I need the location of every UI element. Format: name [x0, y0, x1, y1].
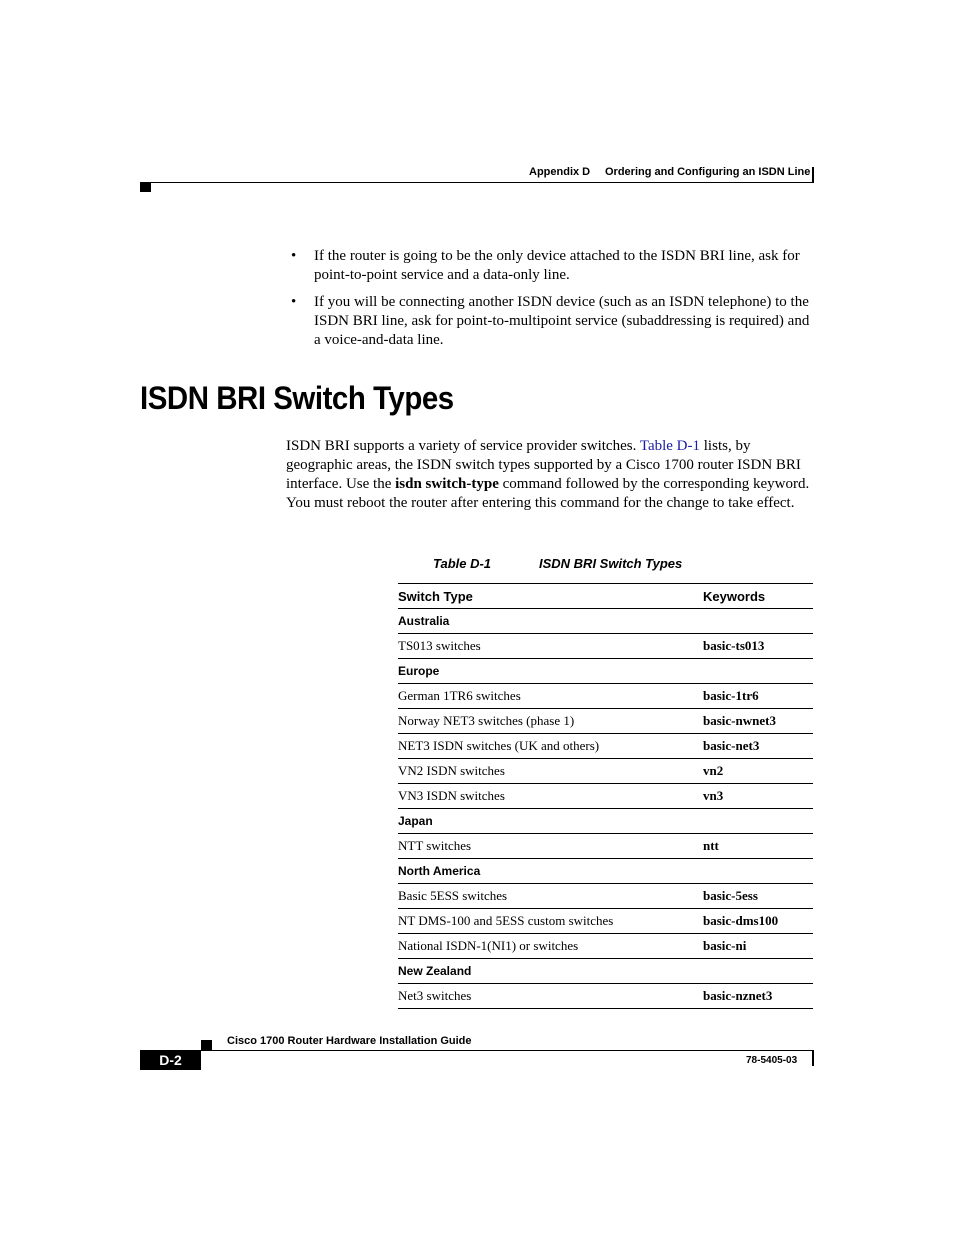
region-row-new-zealand: [398, 959, 813, 984]
table-row: [398, 909, 813, 934]
footer-rule: [201, 1050, 814, 1051]
keyword-cell: basic-net3: [703, 734, 813, 759]
column-header-keywords: Keywords: [703, 584, 813, 609]
intro-text-3: command followed by the corresponding keyword. You must reboot the router after entering this command for the change to take effect.: [286, 476, 810, 511]
region-row-north-america: [398, 859, 813, 884]
region-row-japan: [398, 809, 813, 834]
region-label: Europe: [398, 659, 813, 684]
keyword-cell: basic-1tr6: [703, 684, 813, 709]
document-number: 78-5405-03: [746, 1055, 798, 1066]
switch-type-cell: Net3 switches: [398, 984, 703, 1009]
footer-tick-mark: [812, 1050, 814, 1066]
switch-type-cell: NET3 ISDN switches (UK and others): [398, 734, 703, 759]
bullet-text: If the router is going to be the only device attached to the ISDN BRI line, ask for point-to-point service and a data-only line.: [314, 248, 800, 283]
keyword-cell: vn2: [703, 759, 813, 784]
table-row: [398, 684, 813, 709]
keyword-cell: basic-ni: [703, 934, 813, 959]
footer-guide-title: Cisco 1700 Router Hardware Installation Guide: [227, 1035, 472, 1047]
keyword-cell: basic-ts013: [703, 634, 813, 659]
intro-paragraph: [286, 437, 814, 513]
table-row: [398, 634, 813, 659]
switch-type-cell: VN3 ISDN switches: [398, 784, 703, 809]
switch-type-cell: NT DMS-100 and 5ESS custom switches: [398, 909, 703, 934]
header-block-marker: [140, 182, 151, 192]
table-row: [398, 984, 813, 1009]
region-label: Australia: [398, 609, 813, 634]
table-row: [398, 834, 813, 859]
switch-type-cell: TS013 switches: [398, 634, 703, 659]
region-row-europe: [398, 659, 813, 684]
switch-type-cell: VN2 ISDN switches: [398, 759, 703, 784]
region-label: North America: [398, 859, 813, 884]
bullet-icon: •: [291, 248, 297, 264]
region-row-australia: [398, 609, 813, 634]
running-header-title: Ordering and Configuring an ISDN Line: [605, 166, 811, 178]
intro-text-1: ISDN BRI supports a variety of service provider switches.: [286, 438, 640, 454]
bullet-icon: •: [291, 294, 297, 310]
table-caption-title: ISDN BRI Switch Types: [539, 556, 683, 571]
intro-text-2: lists, by geographic areas, the ISDN switch types supported by a Cisco 1700 router ISDN BRI interface. Use the: [286, 438, 801, 492]
switch-type-cell: National ISDN-1(NI1) or switches: [398, 934, 703, 959]
keyword-cell: vn3: [703, 784, 813, 809]
header-rule: [140, 182, 814, 183]
page-number-badge: D-2: [140, 1050, 201, 1070]
region-label: New Zealand: [398, 959, 813, 984]
table-row: [398, 784, 813, 809]
running-header-appendix: Appendix D: [529, 166, 591, 178]
keyword-cell: basic-nwnet3: [703, 709, 813, 734]
table-caption-number: Table D-1: [433, 556, 492, 571]
bullet-item: [289, 293, 813, 350]
switch-types-table: [398, 583, 813, 1009]
table-cross-reference-link[interactable]: Table D-1: [639, 438, 701, 454]
table-row: [398, 734, 813, 759]
switch-type-cell: NTT switches: [398, 834, 703, 859]
keyword-cell: ntt: [703, 834, 813, 859]
keyword-cell: basic-5ess: [703, 884, 813, 909]
bullet-item: [289, 247, 813, 285]
command-name: isdn switch-type: [395, 476, 499, 492]
table-row: [398, 884, 813, 909]
keyword-cell: basic-nznet3: [703, 984, 813, 1009]
switch-type-cell: Basic 5ESS switches: [398, 884, 703, 909]
table-row: [398, 709, 813, 734]
footer-square-marker: [201, 1040, 212, 1050]
bullet-list: [289, 247, 813, 358]
table-row: [398, 934, 813, 959]
switch-type-cell: Norway NET3 switches (phase 1): [398, 709, 703, 734]
bullet-text: If you will be connecting another ISDN device (such as an ISDN telephone) to the ISDN BRI line, ask for point-to-multipoint service (subaddressing is required) and a voice-and-data line.: [314, 294, 810, 348]
keyword-cell: basic-dms100: [703, 909, 813, 934]
column-header-switch-type: Switch Type: [398, 584, 703, 609]
table-row: [398, 759, 813, 784]
switch-type-cell: German 1TR6 switches: [398, 684, 703, 709]
table-header-row: [398, 584, 813, 609]
section-heading: ISDN BRI Switch Types: [140, 380, 454, 416]
header-tick-mark: [812, 167, 814, 183]
region-label: Japan: [398, 809, 813, 834]
